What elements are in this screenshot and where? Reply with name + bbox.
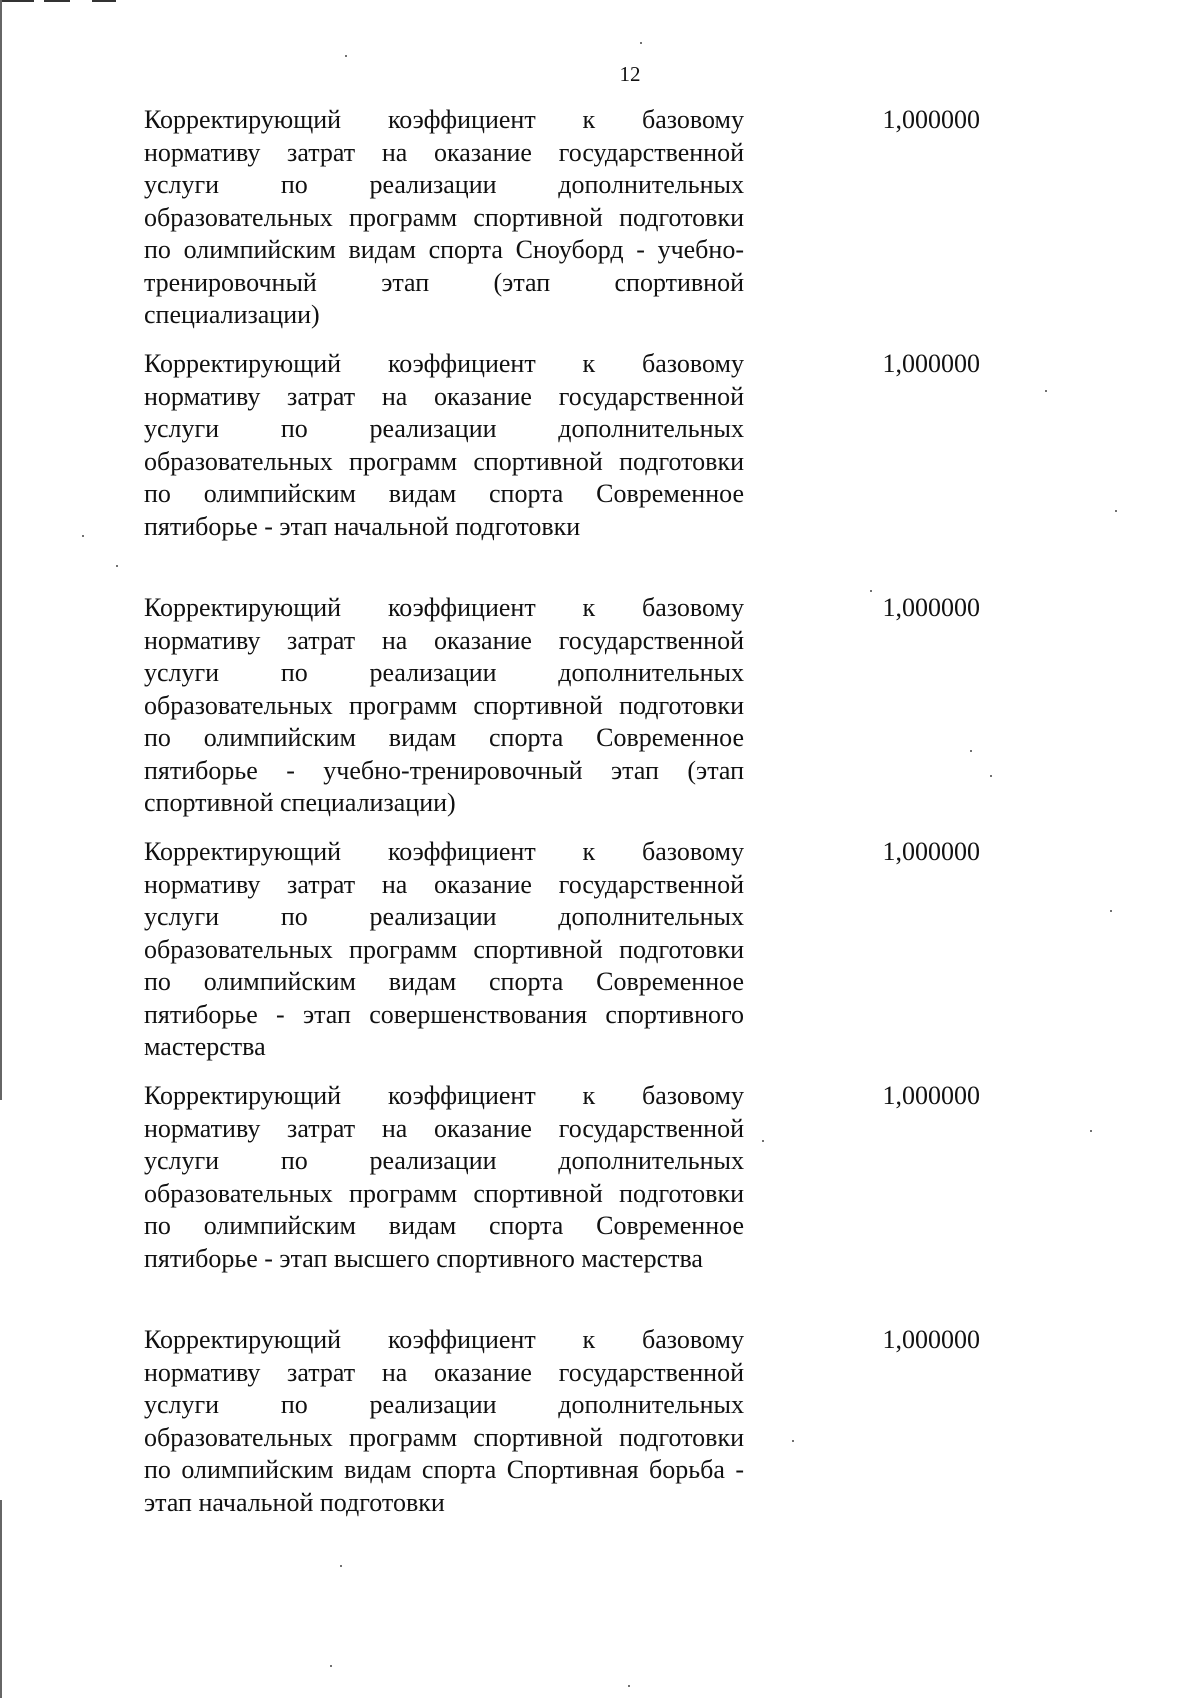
scan-speck xyxy=(628,1685,630,1687)
coefficient-description: Корректирующий коэффициент к базовому нормативу затрат на оказание государственной услуги по реализации дополнительных образовательных программ спортивной подготовки по олимпийским видам спорта Современное пятиборье - этап высшего спортивного мастерства xyxy=(144,1081,744,1273)
coefficient-entry xyxy=(144,592,980,836)
scan-speck xyxy=(1045,390,1047,392)
coefficient-value: 1,000000 xyxy=(882,1325,980,1354)
scan-speck xyxy=(330,1665,332,1667)
coefficient-description: Корректирующий коэффициент к базовому нормативу затрат на оказание государственной услуги по реализации дополнительных образовательных программ спортивной подготовки по олимпийским видам спорта Спортивная борьба - этап начальной подготовки xyxy=(144,1325,744,1517)
coefficient-description: Корректирующий коэффициент к базовому нормативу затрат на оказание государственной услуги по реализации дополнительных образовательных программ спортивной подготовки по олимпийским видам спорта Современное пятиборье - этап совершенствования спортивного мастерства xyxy=(144,837,744,1061)
scan-speck xyxy=(640,42,642,44)
coefficient-list xyxy=(144,104,980,1568)
coefficient-description: Корректирующий коэффициент к базовому нормативу затрат на оказание государственной услуги по реализации дополнительных образовательных программ спортивной подготовки по олимпийским видам спорта Современное пятиборье - учебно-тренировочный этап (этап спортивной специализации) xyxy=(144,593,744,817)
scan-speck xyxy=(1110,910,1112,912)
coefficient-value: 1,000000 xyxy=(882,349,980,378)
coefficient-entry xyxy=(144,836,980,1080)
scan-edge-left-1 xyxy=(0,0,2,1100)
coefficient-description: Корректирующий коэффициент к базовому нормативу затрат на оказание государственной услуги по реализации дополнительных образовательных программ спортивной подготовки по олимпийским видам спорта Современное пятиборье - этап начальной подготовки xyxy=(144,349,744,541)
coefficient-value: 1,000000 xyxy=(882,1081,980,1110)
coefficient-entry xyxy=(144,1324,980,1568)
scan-edge-top-3 xyxy=(92,0,116,2)
scan-edge-top-1 xyxy=(0,0,34,2)
scan-edge-left-2 xyxy=(0,1500,2,1698)
page-number: 12 xyxy=(619,62,641,86)
coefficient-entry xyxy=(144,1080,980,1324)
coefficient-value: 1,000000 xyxy=(882,593,980,622)
coefficient-entry xyxy=(144,348,980,592)
scan-speck xyxy=(116,565,118,567)
coefficient-description: Корректирующий коэффициент к базовому нормативу затрат на оказание государственной услуги по реализации дополнительных образовательных программ спортивной подготовки по олимпийским видам спорта Сноуборд - учебно-тренировочный этап (этап спортивной специализации) xyxy=(144,105,744,329)
scan-speck xyxy=(990,775,992,777)
scan-speck xyxy=(345,55,347,57)
coefficient-value: 1,000000 xyxy=(882,105,980,134)
scan-speck xyxy=(82,535,84,537)
coefficient-entry xyxy=(144,104,980,348)
coefficient-value: 1,000000 xyxy=(882,837,980,866)
scan-edge-top-2 xyxy=(44,0,70,2)
scan-speck xyxy=(1090,1130,1092,1132)
scan-speck xyxy=(1115,510,1117,512)
